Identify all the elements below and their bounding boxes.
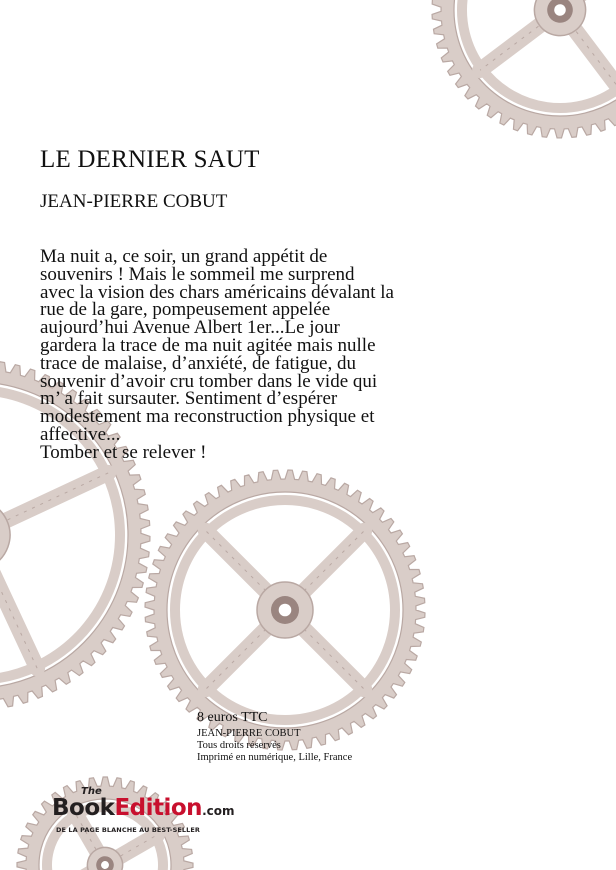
blurb-line: m’ a fait sursauter. Sentiment d’espérer [40, 388, 338, 410]
blurb-line: avec la vision des chars américains dévalant la [40, 281, 394, 303]
logo-edition: Edition [114, 795, 203, 821]
blurb-line: gardera la trace de ma nuit agitée mais nulle [40, 334, 376, 356]
blurb-line: souvenirs ! Mais le sommeil me surprend [40, 263, 355, 285]
logo-com: .com [202, 804, 235, 818]
rights-notice: Tous droits réservés [197, 740, 281, 751]
price-label: 8 euros TTC [197, 710, 268, 725]
blurb-line: aujourd’hui Avenue Albert 1er...Le jour [40, 317, 340, 339]
imprint-author: JEAN-PIERRE COBUT [197, 728, 301, 739]
blurb-line: modestement ma reconstruction physique et [40, 406, 375, 428]
blurb-line: souvenir d’avoir cru tomber dans le vide qui [40, 370, 378, 392]
blurb-line: affective... [40, 423, 121, 445]
back-cover-blurb [40, 248, 480, 462]
book-title: LE DERNIER SAUT [40, 146, 260, 173]
imprint-block [197, 728, 352, 764]
blurb-line: Ma nuit a, ce soir, un grand appétit de [40, 246, 328, 267]
logo-the: The [81, 786, 102, 797]
logo-wordmark [52, 795, 234, 821]
blurb-line: rue de la gare, pompeusement appelée [40, 299, 331, 321]
book-author: JEAN-PIERRE COBUT [40, 191, 228, 212]
logo-tagline: DE LA PAGE BLANCHE AU BEST-SELLER [56, 826, 201, 834]
blurb-line: Tomber et se relever ! [40, 441, 207, 463]
bookedition-logo [42, 786, 252, 846]
logo-book: Book [52, 795, 115, 821]
print-location: Imprimé en numérique, Lille, France [197, 752, 353, 763]
blurb-line: trace de malaise, d’anxiété, de fatigue, du [40, 352, 356, 374]
